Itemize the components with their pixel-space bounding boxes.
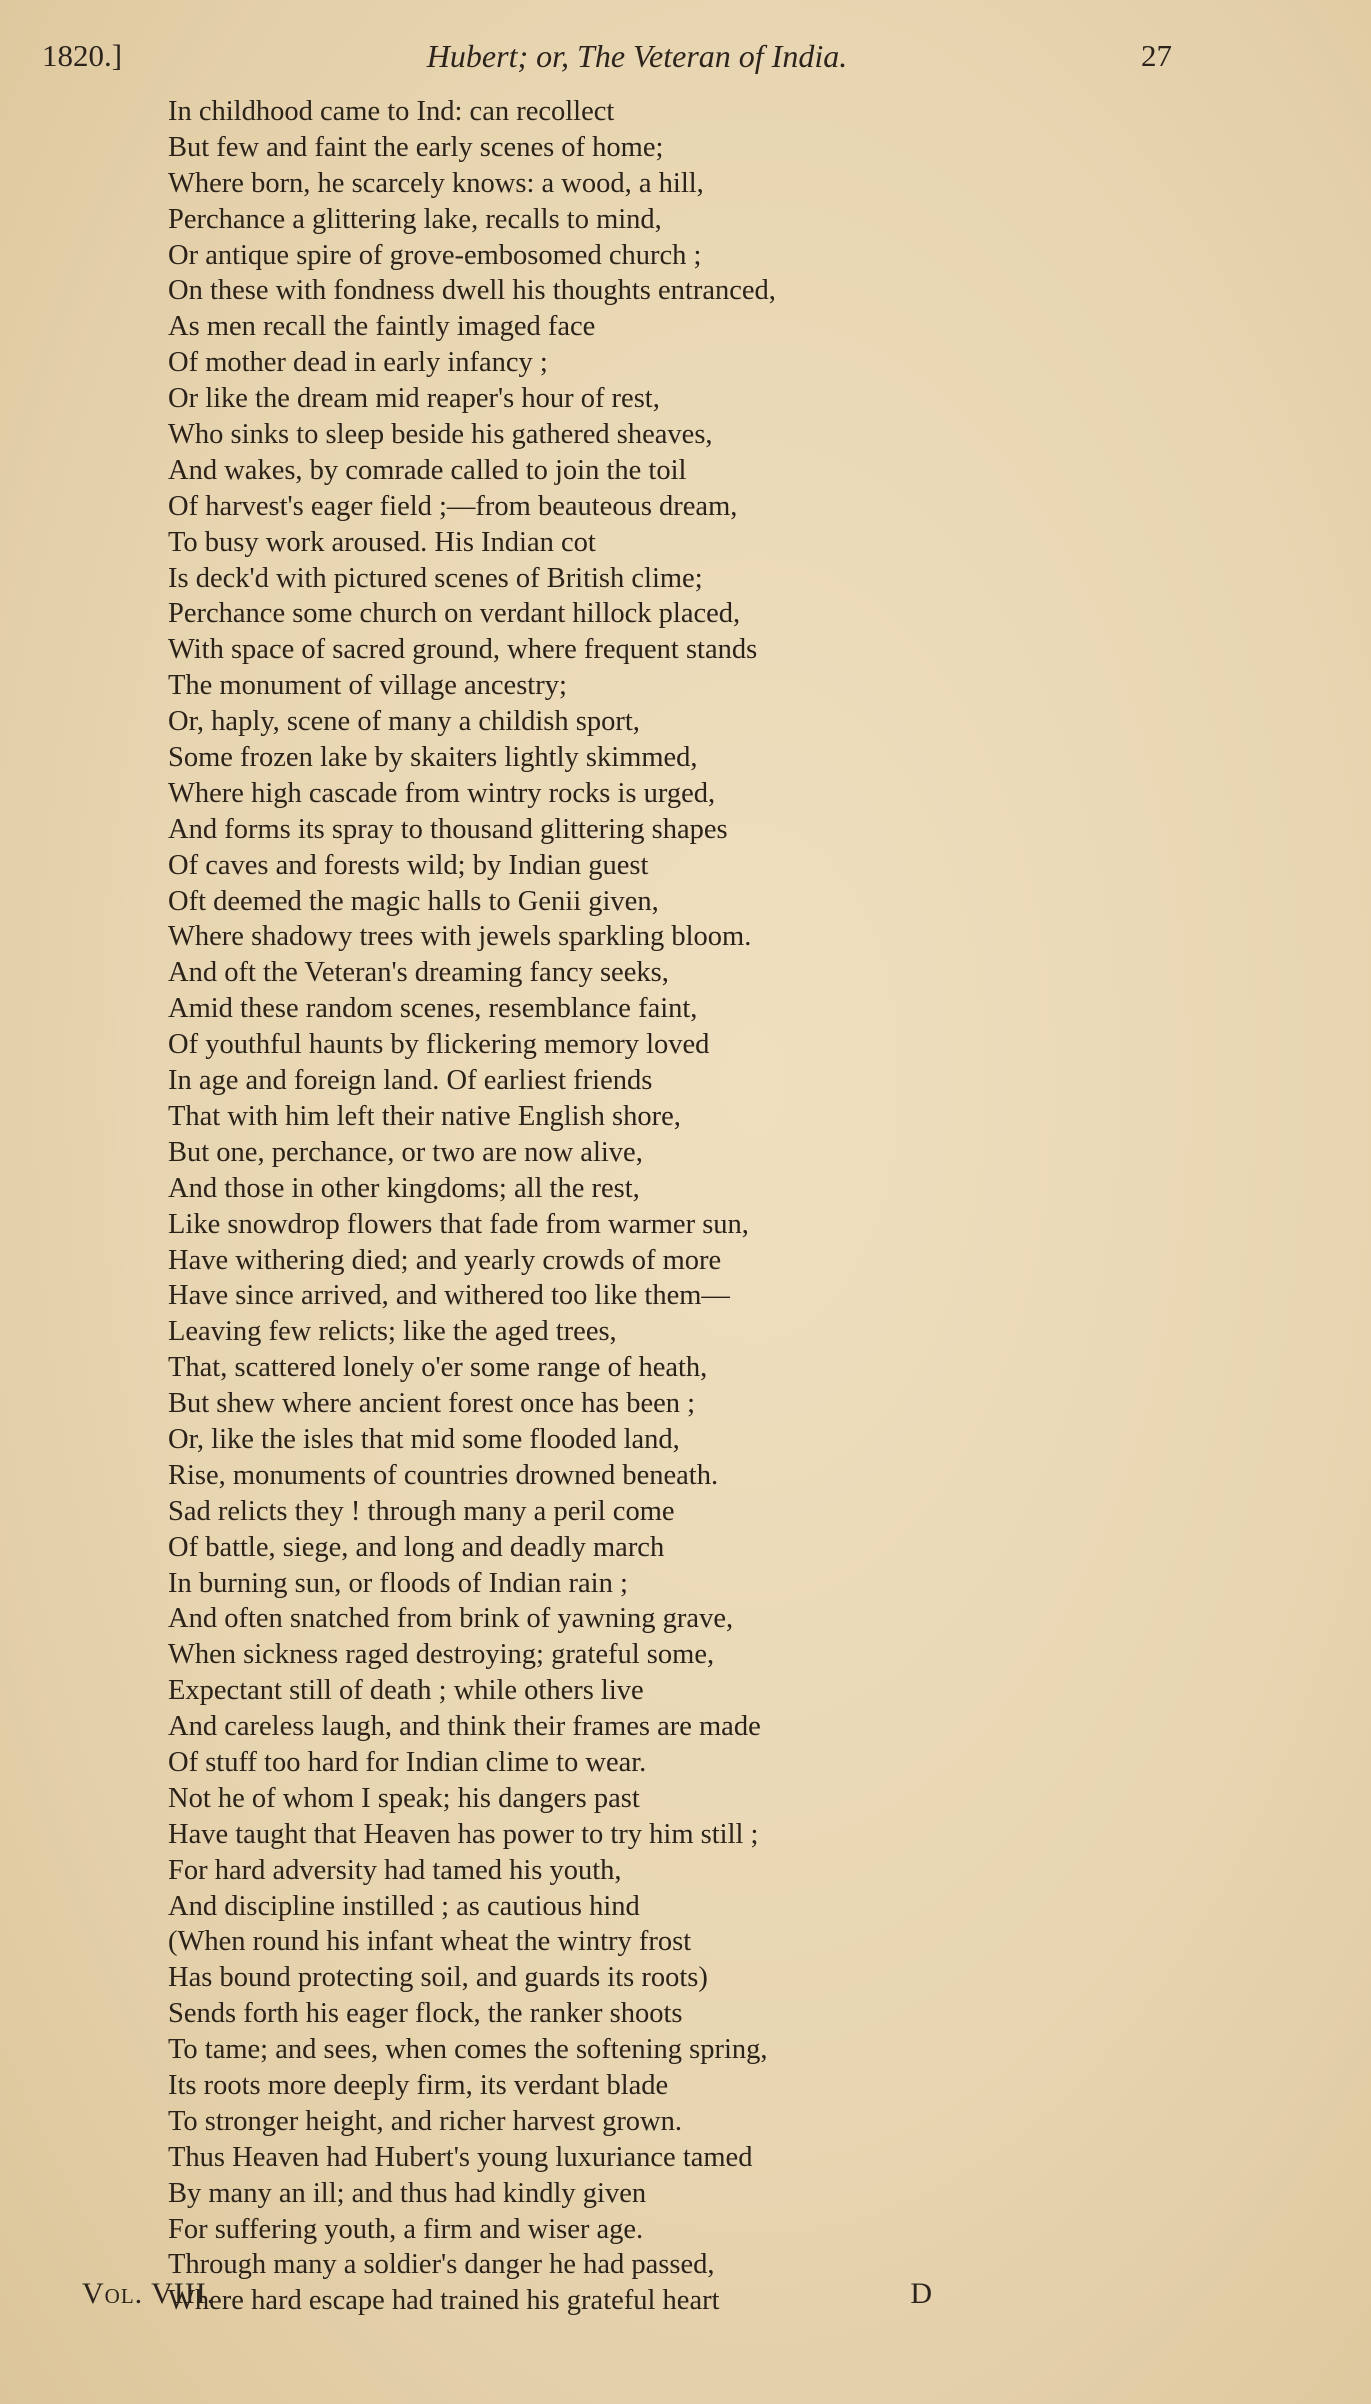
poem-line: Of battle, siege, and long and deadly march — [168, 1531, 665, 1563]
running-header — [42, 38, 1172, 86]
poem-line: Its roots more deeply firm, its verdant blade — [168, 2069, 669, 2101]
poem-line: Amid these random scenes, resemblance faint, — [168, 993, 698, 1025]
poem-line: In burning sun, or floods of Indian rain ; — [168, 1567, 628, 1599]
poem-line: For suffering youth, a firm and wiser age. — [168, 2213, 644, 2245]
poem-text — [168, 94, 1188, 2319]
poem-line: Where hard escape had trained his grateful heart — [168, 2285, 720, 2317]
poem-line: And careless laugh, and think their frames are made — [168, 1711, 761, 1743]
poem-line: Is deck'd with pictured scenes of British clime; — [168, 562, 703, 594]
poem-line: Or, like the isles that mid some flooded land, — [168, 1423, 680, 1455]
poem-line: Have since arrived, and withered too like them— — [168, 1280, 730, 1312]
poem-line: But one, perchance, or two are now alive, — [168, 1136, 643, 1168]
poem-line: (When round his infant wheat the wintry frost — [168, 1926, 692, 1958]
header-year: 1820.] — [42, 38, 123, 73]
poem-line: And often snatched from brink of yawning grave, — [168, 1603, 734, 1635]
poem-line: Where shadowy trees with jewels sparkling bloom. — [168, 921, 752, 953]
poem-line: Of harvest's eager field ;—from beauteous dream, — [168, 490, 738, 522]
poem-line: On these with fondness dwell his thoughts entranced, — [168, 275, 776, 307]
poem-line: Like snowdrop flowers that fade from warmer sun, — [168, 1208, 749, 1240]
poem-line: And those in other kingdoms; all the rest, — [168, 1172, 640, 1204]
poem-line: Of stuff too hard for Indian clime to wear. — [168, 1746, 647, 1778]
poem-line: When sickness raged destroying; grateful some, — [168, 1639, 715, 1671]
poem-line: That with him left their native English shore, — [168, 1100, 681, 1132]
poem-line: Oft deemed the magic halls to Genii given, — [168, 885, 659, 917]
poem-line: Some frozen lake by skaiters lightly skimmed, — [168, 742, 698, 774]
poem-line: Has bound protecting soil, and guards its roots) — [168, 1962, 708, 1994]
poem-line: Perchance a glittering lake, recalls to mind, — [168, 203, 662, 235]
poem-line: To busy work aroused. His Indian cot — [168, 526, 596, 558]
poem-line: For hard adversity had tamed his youth, — [168, 1854, 622, 1886]
poem-line: Of caves and forests wild; by Indian guest — [168, 849, 649, 881]
poem-line: To tame; and sees, when comes the softening spring, — [168, 2034, 768, 2066]
poem-line: The monument of village ancestry; — [168, 670, 567, 702]
poem-line: Sad relicts they ! through many a peril come — [168, 1495, 675, 1527]
poem-line: But shew where ancient forest once has been ; — [168, 1388, 696, 1420]
poem-line: Or, haply, scene of many a childish sport, — [168, 706, 640, 738]
poem-line: And oft the Veteran's dreaming fancy seeks, — [168, 957, 669, 989]
poem-line: Through many a soldier's danger he had passed, — [168, 2249, 715, 2281]
poem-line: Not he of whom I speak; his dangers past — [168, 1782, 640, 1814]
poem-line: Have withering died; and yearly crowds of more — [168, 1244, 722, 1276]
poem-line: In childhood came to Ind: can recollect — [168, 96, 615, 127]
poem-line: Or antique spire of grove-embosomed church ; — [168, 239, 702, 271]
page-footer — [82, 2277, 932, 2321]
poem-line: Expectant still of death ; while others live — [168, 1675, 644, 1707]
page-number: 27 — [1141, 38, 1172, 73]
poem-line: As men recall the faintly imaged face — [168, 311, 596, 343]
poem-line: Who sinks to sleep beside his gathered sheaves, — [168, 419, 713, 451]
poem-line: That, scattered lonely o'er some range of heath, — [168, 1352, 708, 1384]
poem-line: But few and faint the early scenes of home; — [168, 131, 664, 163]
poem-line: Rise, monuments of countries drowned beneath. — [168, 1459, 719, 1491]
poem-line: And wakes, by comrade called to join the toil — [168, 454, 687, 486]
poem-line: Where born, he scarcely knows: a wood, a hill, — [168, 167, 704, 199]
volume-label: Vol. VIII. — [82, 2277, 216, 2310]
poem-line: Or like the dream mid reaper's hour of rest, — [168, 383, 660, 415]
signature-mark: D — [910, 2277, 932, 2310]
poem-line: Leaving few relicts; like the aged trees, — [168, 1316, 617, 1348]
poem-line: Thus Heaven had Hubert's young luxuriance tamed — [168, 2141, 753, 2173]
poem-line: Where high cascade from wintry rocks is urged, — [168, 777, 716, 809]
poem-line: By many an ill; and thus had kindly given — [168, 2177, 647, 2209]
poem-line: And forms its spray to thousand glittering shapes — [168, 813, 728, 845]
poem-line: Sends forth his eager flock, the ranker shoots — [168, 1998, 683, 2030]
poem-line: Have taught that Heaven has power to try him still ; — [168, 1818, 759, 1850]
poem-line: Of mother dead in early infancy ; — [168, 347, 548, 379]
poem-line: And discipline instilled ; as cautious hind — [168, 1890, 640, 1922]
poem-line: To stronger height, and richer harvest grown. — [168, 2105, 683, 2137]
poem-line: Of youthful haunts by flickering memory loved — [168, 1029, 710, 1061]
poem-line: In age and foreign land. Of earliest friends — [168, 1065, 653, 1097]
poem-line: Perchance some church on verdant hillock placed, — [168, 598, 741, 630]
poem-line: With space of sacred ground, where frequent stands — [168, 634, 758, 666]
running-title: Hubert; or, The Veteran of India. — [426, 38, 848, 74]
